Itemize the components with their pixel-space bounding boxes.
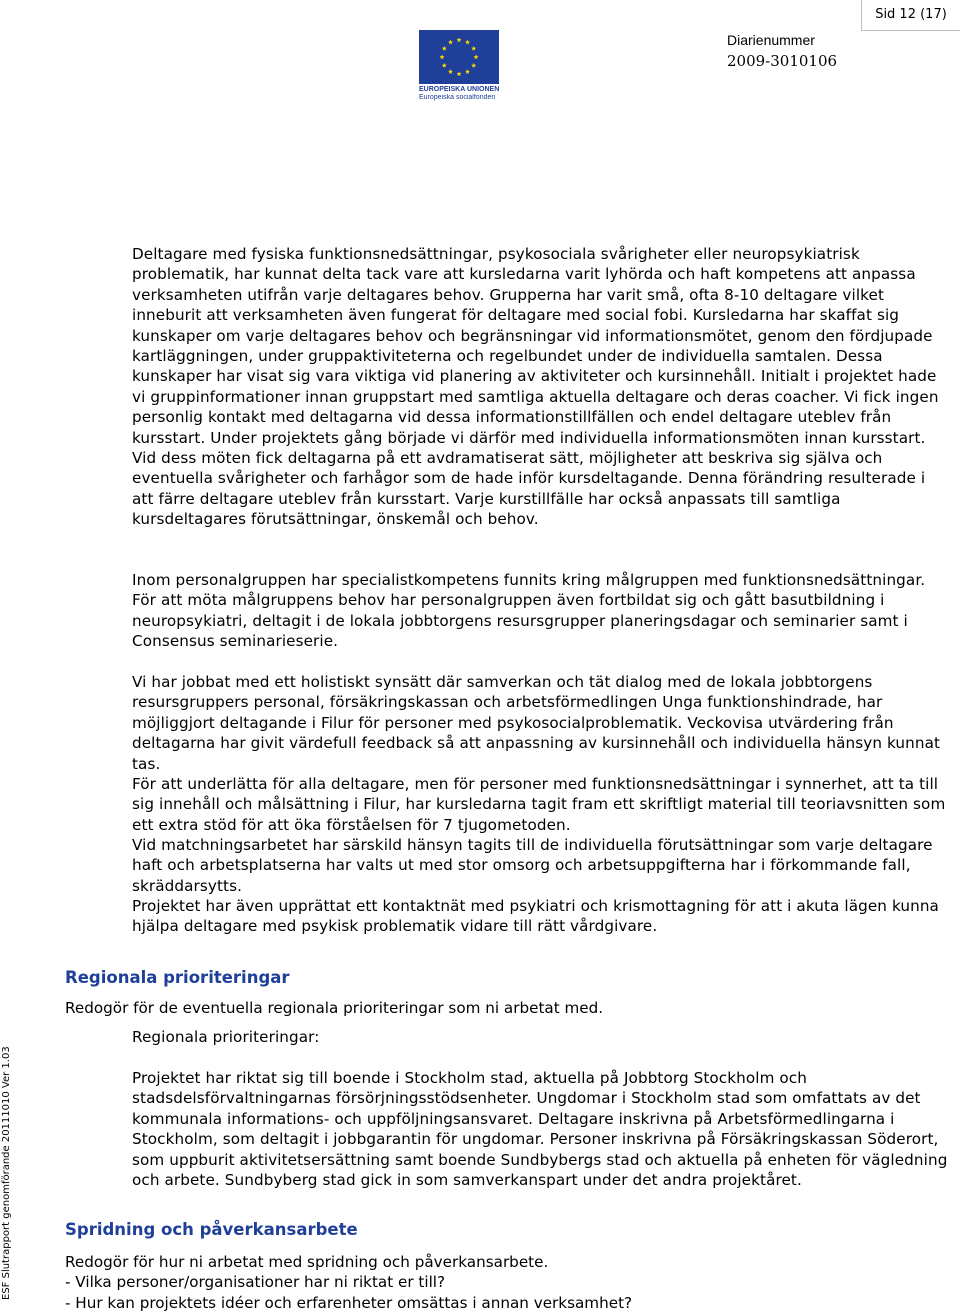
page-number: Sid 12 (17) [861,0,960,31]
eu-logo [419,30,499,102]
diary-number-label: Diarienummer [727,32,815,48]
regional-heading: Regionala prioriteringar [65,968,290,987]
paragraph-staff-competence: Inom personalgruppen har specialistkompetens funnits kring målgruppen med funktionsnedsättningar. För att möta målgruppens behov har personalgruppen även fortbildat sig och gått basutbildning i neuropsykiatri, deltagit i de lokala jobbtorgens resursgrupper planeringsdagar och seminarier samt i Consensus seminarieserie. [132,571,926,651]
paragraph-matching: Vid matchningsarbetet har särskild hänsyn tagits till de individuella förutsättningar som varje deltagare haft och arbetsplatserna har valts ut med stor omsorg och arbetsuppgifterna har i förkommande fall, skräddarsytts. [132,836,933,895]
diary-number: 2009-3010106 [727,52,838,70]
paragraph-contact-network: Projektet har även upprättat ett kontaktnät med psykiatri och krismottagning för att i akuta lägen kunna hjälpa deltagare med psykisk problematik vidare till rätt vårdgivare. [132,897,939,936]
eu-flag-icon [419,30,499,84]
spridning-heading: Spridning och påverkansarbete [65,1220,358,1239]
logo-caption-eu: EUROPEISKA UNIONEN [419,86,499,93]
regional-body: Projektet har riktat sig till boende i Stockholm stad, aktuella på Jobbtorg Stockholm och stadsdelsförvaltningarnas försörjningsstödsenheter. Ungdomar i Stockholm stad som omfattats av det kommunala informations- och uppföljningsansvaret. Deltagare inskrivna på Arbetsförmedlingarna i Stockholm, som deltagit i jobbgarantin för ungdomar. Personer inskrivna på Försäkringskassan Söderort, som uppburit aktivitetsersättning samt boende Sundbybergs stad och aktuella på enheten för vägledning och arbete. Sundbyberg stad gick in som samverkanspart under det andra projektåret. [132,1069,948,1190]
regional-instruction: Redogör för de eventuella regionala prioriteringar som ni arbetat med. [65,999,604,1017]
paragraph-material: För att underlätta för alla deltagare, men för personer med funktionsnedsättningar i synnerhet, att ta till sig innehåll och målsättning i Filur, har kursledarna tagit fram ett skriftligt material till teoriavsnitten som ett extra stöd för att öka förståelsen för 7 tjugometoden. [132,775,946,834]
paragraph-holistic: Vi har jobbat med ett holistiskt synsätt där samverkan och tät dialog med de lokala jobbtorgens resursgruppers personal, försäkringskassan och arbetsförmedlingen Unga funktionshindrade, har möjliggjort deltagande i Filur för personer med psykosocialproblematik. Veckovisa utvärdering från deltagarna har givit värdefull feedback så att anpassning av kursinnehåll och individuella hänsyn kunnat tas. [132,673,941,773]
spridning-question-2: - Hur kan projektets idéer och erfarenheter omsättas i annan verksamhet? [65,1294,633,1312]
diary-number-block [727,30,837,72]
logo-caption-esf: Europeiska socialfonden [419,94,496,101]
paragraph-participants: Deltagare med fysiska funktionsnedsättningar, psykosociala svårigheter eller neuropsykiatrisk problematik, har kunnat delta tack vare att kursledarna varit lyhörda och haft kompetens att anpassa verksamheten utifrån varje deltagares behov. Grupperna har varit små, ofta 8-10 deltagare vilket inneburit att verksamheten även fungerat för deltagare med social fobi. Kursledarna har skaffat sig kunskaper om varje deltagares behov och begränsningar vid informationsmötet, genom den fördjupade kartläggningen, under gruppaktiviteterna och regelbundet under de individuella samtalen. Dessa kunskaper har visat sig vara viktiga vid planering av aktiviteter och kursinnehåll. Initialt i projektet hade vi gruppinformationer innan gruppstart med samtliga aktuella deltagare och deras coacher. Vi fick ingen personlig kontakt med deltagarna vid dessa informationstillfällen och endel deltagare uteblev från kursstart. Under projektets gång började vi därför med individuella informationsmöten innan kursstart. Vid dess möten fick deltagarna på ett avdramatiserat sätt, möjligheter att beskriva sig själva och eventuella svårigheter och farhågor som de hade inför kursdeltagande. Denna förändring resulterade i att färre deltagare uteblev från kursstart. Varje kurstillfälle har också anpassats till samtliga kursdeltagares förutsättningar, önskemål och behov. [132,245,939,529]
spridning-question-1: - Vilka personer/organisationer har ni riktat er till? [65,1273,446,1291]
spridning-instruction: Redogör för hur ni arbetat med spridning och påverkansarbete. [65,1253,549,1271]
side-version-text: ESF Slutrapport genomförande 20111010 Ver 1.03 [1,1046,12,1300]
regional-label: Regionala prioriteringar: [132,1028,320,1046]
